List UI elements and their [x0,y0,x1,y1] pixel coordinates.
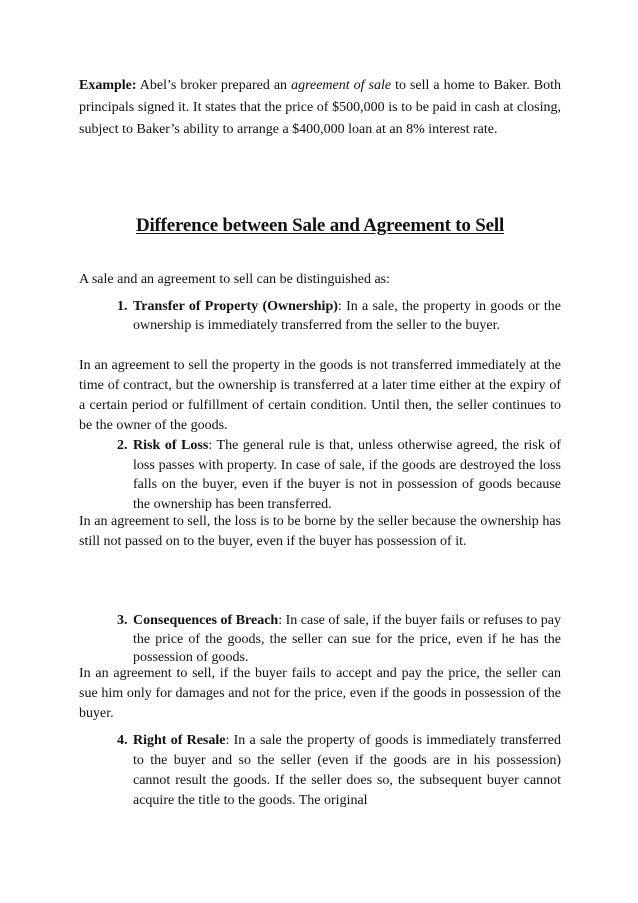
list-item-body: : In case of sale, if the buyer fails or refuses to pay the price of the goods, the seller can sue for the price, even if he has the possession of goods. [133,613,561,665]
list-item-term: Transfer of Property (Ownership) [133,299,338,314]
list-number: 4. [117,733,128,748]
list-item-transfer-of-property [79,297,561,335]
example-text-2: to sell a home to Baker. Both principals signed it. It states that the price of $500,000 is to be paid in cash at closing, subject to Baker’s ability to arrange a $400,000 loan at an 8% interest rate. [79,78,561,137]
list-item-consequences-of-breach [79,612,561,668]
list-item-text [133,436,561,514]
list-item-term: Right of Resale [133,733,226,748]
list-item-text [133,731,561,811]
example-emphasis: agreement of sale [291,78,392,93]
list-item-risk-of-loss [79,436,561,514]
explanation-paragraph: In an agreement to sell, if the buyer fails to accept and pay the price, the seller can sue him only for damages and not for the price, even if the goods in possession of the buyer. [79,666,561,721]
section-heading: Difference between Sale and Agreement to Sell [135,215,505,236]
list-item-text [133,612,561,668]
list-item-right-of-resale [79,731,561,811]
list-item-body: : In a sale, the property in goods or the ownership is immediately transferred from the seller to the buyer. [133,299,561,333]
example-label: Example: [79,78,137,93]
intro-text: A sale and an agreement to sell can be distinguished as: [79,272,391,287]
list-item-text [133,297,561,335]
list-number: 1. [117,299,128,314]
explanation-paragraph: In an agreement to sell the property in the goods is not transferred immediately at the time of contract, but the ownership is transferred at a later time either at the expiry of a certain period or fulfillment of certain condition. Until then, the seller continues to be the owner of the goods. [79,358,561,433]
list-item-term: Consequences of Breach [133,613,279,628]
list-number: 2. [117,438,128,453]
list-item-term: Risk of Loss [133,438,209,453]
list-item-body: : In a sale the property of goods is immediately transferred to the buyer and so the seller (even if the goods are in his possession) cannot result the goods. If the seller does so, the subsequent buyer cannot acquire the title to the goods. The original [133,733,561,808]
example-paragraph [79,75,561,141]
list-number: 3. [117,613,128,628]
example-text-1: Abel’s broker prepared an [136,78,292,93]
list-item-body: : The general rule is that, unless otherwise agreed, the risk of loss passes with property. In case of sale, if the goods are destroyed the loss falls on the buyer, even if the buyer is not in possession of goods because the ownership has been transferred. [133,438,561,512]
explanation-paragraph: In an agreement to sell, the loss is to be borne by the seller because the ownership has still not passed on to the buyer, even if the buyer has possession of it. [79,514,561,549]
